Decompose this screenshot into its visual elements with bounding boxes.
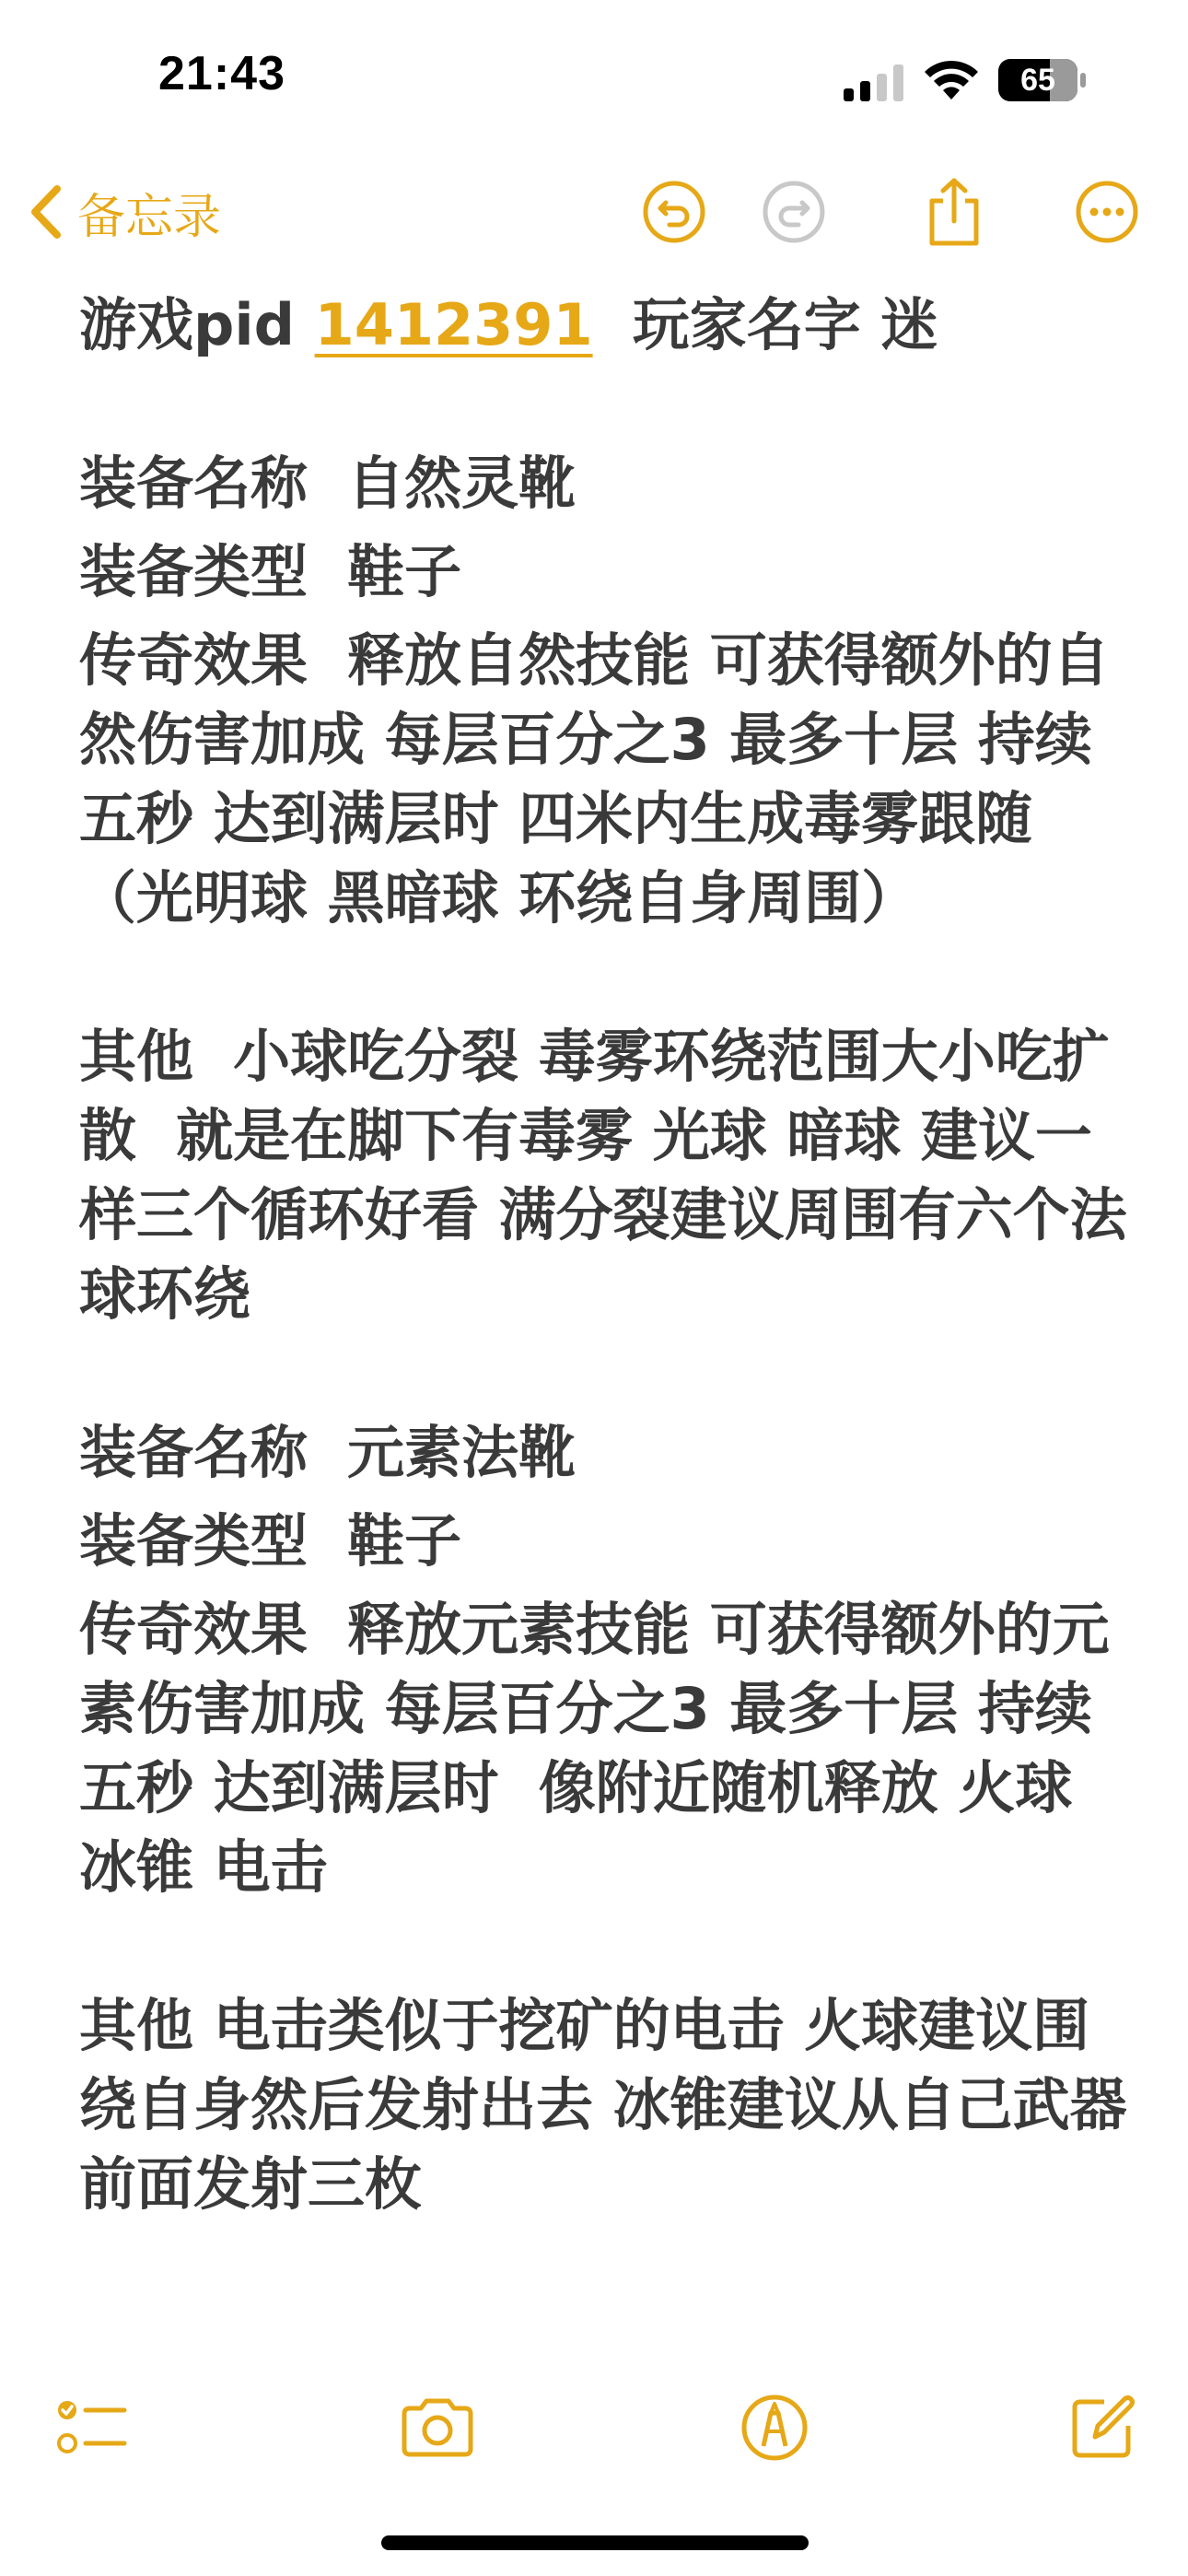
camera-icon [399, 2397, 476, 2458]
checklist-button[interactable] [52, 2386, 134, 2469]
blank-line [79, 1334, 1129, 1413]
item1-other-line: 其他 小球吃分裂 毒雾环绕范围大小吃扩散 就是在脚下有毒雾 光球 暗球 建议一样三个循环好看 满分裂建议周围有六个法球环绕 [79, 1023, 1127, 1328]
share-button[interactable] [917, 175, 991, 249]
markup-pen-icon [740, 2393, 809, 2463]
undo-icon [642, 180, 706, 244]
blank-line [79, 365, 1129, 444]
cellular-signal-icon [844, 64, 908, 101]
status-time: 21:43 [158, 47, 285, 100]
camera-button[interactable] [396, 2386, 479, 2469]
compose-button[interactable] [1061, 2386, 1144, 2469]
item2-effect-line: 传奇效果 释放元素技能 可获得额外的元素伤害加成 每层百分之3 最多十层 持续五秒 达到满层时 像附近随机释放 火球 冰锥 电击 [79, 1596, 1110, 1901]
more-icon [1075, 180, 1139, 244]
blank-line [79, 1907, 1129, 1986]
item2-type-line: 装备类型 鞋子 [79, 1507, 462, 1575]
note-body[interactable] [79, 286, 1129, 2224]
pid-link[interactable]: 1412391 [314, 291, 593, 358]
item1-effect-line: 传奇效果 释放自然技能 可获得额外的自然伤害加成 每层百分之3 最多十层 持续五秒 达到满层时 四米内生成毒雾跟随（光明球 黑暗球 环绕自身周围） [79, 626, 1110, 931]
header-suffix: 玩家名字 迷 [592, 291, 938, 358]
battery-level: 65 [1020, 63, 1055, 98]
redo-icon [762, 180, 826, 244]
header-prefix: 游戏pid [79, 291, 315, 358]
wifi-icon [923, 57, 980, 101]
home-indicator [381, 2535, 809, 2550]
redo-button[interactable] [757, 175, 831, 249]
undo-button[interactable] [637, 175, 711, 249]
back-label: 备忘录 [77, 189, 222, 245]
item2-other-line: 其他 电击类似于挖矿的电击 火球建议围绕自身然后发射出去 冰锥建议从自己武器前面发射三枚 [79, 1992, 1127, 2218]
compose-icon [1067, 2393, 1137, 2463]
checklist-icon [56, 2395, 130, 2460]
markup-button[interactable] [733, 2386, 816, 2469]
status-bar [0, 0, 1188, 138]
share-icon [925, 177, 984, 247]
more-button[interactable] [1070, 175, 1144, 249]
blank-line [79, 938, 1129, 1017]
back-button[interactable] [28, 175, 221, 249]
chevron-left-icon [28, 183, 64, 240]
item1-type-line: 装备类型 鞋子 [79, 538, 462, 605]
nav-bar [0, 157, 1188, 267]
bottom-toolbar [0, 2377, 1188, 2478]
item2-name-line: 装备名称 元素法靴 [79, 1419, 577, 1486]
item1-name-line: 装备名称 自然灵靴 [79, 450, 577, 517]
note-header-line [79, 286, 1129, 365]
